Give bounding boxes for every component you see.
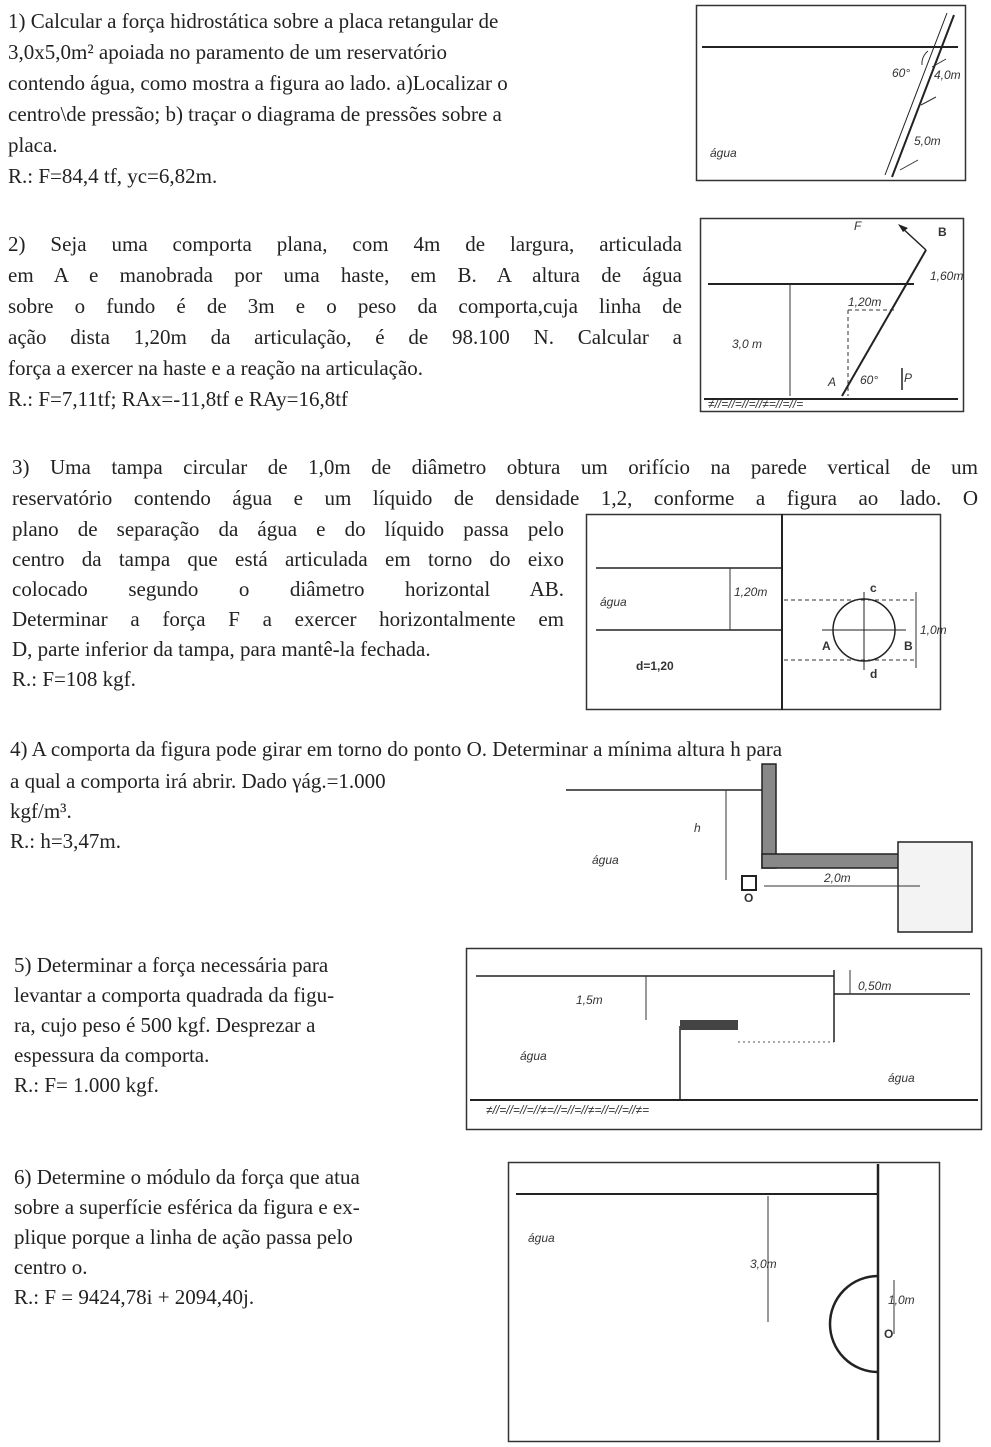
fig2-arm-dim-label: 1,20m bbox=[848, 295, 882, 309]
fig1-dim2-label: 5,0m bbox=[914, 134, 941, 148]
fig3-water-label: água bbox=[600, 595, 627, 609]
fig6-water-label: água bbox=[528, 1231, 555, 1245]
fig4-water-label: água bbox=[592, 853, 619, 867]
fig1-water-label: água bbox=[710, 146, 737, 160]
problem-2-text-end bbox=[8, 353, 682, 415]
problem-1-line: 3,0x5,0m² apoiada no paramento de um reservatório bbox=[8, 40, 447, 64]
fig3-a-label: A bbox=[822, 639, 831, 653]
problem-5-line: 5) Determinar a força necessária para bbox=[14, 953, 329, 977]
problem-2-figure bbox=[700, 218, 964, 412]
problem-3-line: 3) Uma tampa circular de 1,0m de diâmetro obtura um orifício na parede vertical de um bbox=[12, 455, 978, 479]
fig4-dim-label: 2,0m bbox=[824, 871, 851, 885]
problem-1-answer: R.: F=84,4 tf, yc=6,82m. bbox=[8, 164, 218, 188]
fig3-depth-label: 1,20m bbox=[734, 585, 768, 599]
problem-5-line: espessura da comporta. bbox=[14, 1043, 210, 1067]
fig5-water-left-label: água bbox=[520, 1049, 547, 1063]
problem-1-line: contendo água, como mostra a figura ao lado. a)Localizar o bbox=[8, 71, 508, 95]
problem-2-line: ação dista 1,20m da articulação, é de 98.100 N. Calcular a bbox=[8, 325, 682, 349]
problem-1-figure bbox=[696, 5, 966, 181]
fig2-force-label: F bbox=[854, 219, 862, 233]
problem-2-line: sobre o fundo é de 3m e o peso da comporta,cuja linha de bbox=[8, 294, 682, 318]
svg-text:≠//=//=//=//≠=//=//=: ≠//=//=//=//≠=//=//= bbox=[708, 397, 804, 411]
problem-2-line: em A e manobrada por uma haste, em B. A altura de água bbox=[8, 263, 682, 287]
problem-3-line: D, parte inferior da tampa, para mantê-la fechada. bbox=[12, 637, 431, 661]
fig3-density-label: d=1,20 bbox=[636, 659, 674, 673]
fig3-c-label: c bbox=[870, 581, 877, 595]
problem-5-text bbox=[14, 950, 454, 1100]
problem-2-line: força a exercer na haste e a reação na articulação. bbox=[8, 356, 424, 380]
problem-6-line: centro o. bbox=[14, 1255, 88, 1279]
problem-2-line: 2) Seja uma comporta plana, com 4m de largura, articulada bbox=[8, 232, 682, 256]
fig2-gate-dim-label: 1,60m bbox=[930, 269, 964, 283]
problem-3-text-end bbox=[12, 634, 564, 694]
problem-3-figure bbox=[586, 514, 947, 710]
fig6-depth-label: 3,0m bbox=[750, 1257, 777, 1271]
problem-3-line: plano de separação da água e do líquido passa pelo bbox=[12, 517, 564, 541]
problem-3-line: centro da tampa que está articulada em torno do eixo bbox=[12, 547, 564, 571]
problem-6-figure bbox=[508, 1162, 940, 1442]
fig2-b-label: B bbox=[938, 225, 947, 239]
problem-4-text bbox=[10, 766, 562, 856]
problem-1-line: 1) Calcular a força hidrostática sobre a placa retangular de bbox=[8, 9, 499, 33]
problem-3-line: colocado segundo o diâmetro horizontal AB. bbox=[12, 577, 564, 601]
problem-4-figure bbox=[564, 760, 976, 936]
fig1-angle-label: 60° bbox=[892, 66, 911, 80]
fig2-depth-label: 3,0 m bbox=[732, 337, 763, 351]
problem-3-text bbox=[12, 514, 564, 634]
problem-4-line: 4) A comporta da figura pode girar em torno do ponto O. Determinar a mínima altura h para bbox=[10, 737, 783, 761]
fig2-p-label: P bbox=[904, 371, 913, 385]
fig3-b-label: B bbox=[904, 639, 913, 653]
problem-5-answer: R.: F= 1.000 kgf. bbox=[14, 1073, 159, 1097]
problem-1-line: placa. bbox=[8, 133, 58, 157]
fig4-o-label: O bbox=[744, 891, 754, 905]
fig6-diam-label: 1,0m bbox=[888, 1293, 915, 1307]
problem-5-line: levantar a comporta quadrada da figu- bbox=[14, 983, 335, 1007]
fig2-a-label: A bbox=[828, 375, 837, 389]
problem-1-line: centro\de pressão; b) traçar o diagrama de pressões sobre a bbox=[8, 102, 502, 126]
problem-2-text bbox=[8, 229, 682, 353]
problem-6-line: sobre a superfície esférica da figura e ex- bbox=[14, 1195, 360, 1219]
problem-4-line: a qual a comporta irá abrir. Dado γág.=1.000 bbox=[10, 769, 386, 793]
fig5-dim1-label: 1,5m bbox=[576, 993, 603, 1007]
svg-text:≠//=//=//=//≠=//=//=//≠=//=//=: ≠//=//=//=//≠=//=//=//≠=//=//=//≠= bbox=[486, 1103, 650, 1117]
problem-4-line: kgf/m³. bbox=[10, 799, 72, 823]
fig3-diam-label: 1,0m bbox=[920, 623, 947, 637]
problem-6-line: 6) Determine o módulo da força que atua bbox=[14, 1165, 360, 1189]
fig6-o-label: O bbox=[884, 1327, 894, 1341]
problem-5-line: ra, cujo peso é 500 kgf. Desprezar a bbox=[14, 1013, 316, 1037]
problem-6-line: plique porque a linha de ação passa pelo bbox=[14, 1225, 353, 1249]
fig5-dim2-label: 0,50m bbox=[858, 979, 892, 993]
problem-2-answer: R.: F=7,11tf; RAx=-11,8tf e RAy=16,8tf bbox=[8, 387, 349, 411]
problem-6-text bbox=[14, 1162, 454, 1312]
problem-6-answer: R.: F = 9424,78i + 2094,40j. bbox=[14, 1285, 255, 1309]
fig4-h-label: h bbox=[694, 821, 701, 835]
problem-3-line: Determinar a força F a exercer horizontalmente em bbox=[12, 607, 564, 631]
fig2-angle-label: 60° bbox=[860, 373, 879, 387]
fig5-water-right-label: água bbox=[888, 1071, 915, 1085]
problem-3-line: reservatório contendo água e um líquido de densidade 1,2, conforme a figura ao lado. O bbox=[12, 486, 978, 510]
fig1-dim1-label: 4,0m bbox=[934, 68, 961, 82]
problem-4-answer: R.: h=3,47m. bbox=[10, 829, 122, 853]
problem-1-text bbox=[8, 6, 648, 192]
problem-3-text-top bbox=[12, 452, 978, 514]
problem-3-answer: R.: F=108 kgf. bbox=[12, 667, 136, 691]
fig3-d-label: d bbox=[870, 667, 878, 681]
problem-5-figure bbox=[466, 948, 982, 1130]
